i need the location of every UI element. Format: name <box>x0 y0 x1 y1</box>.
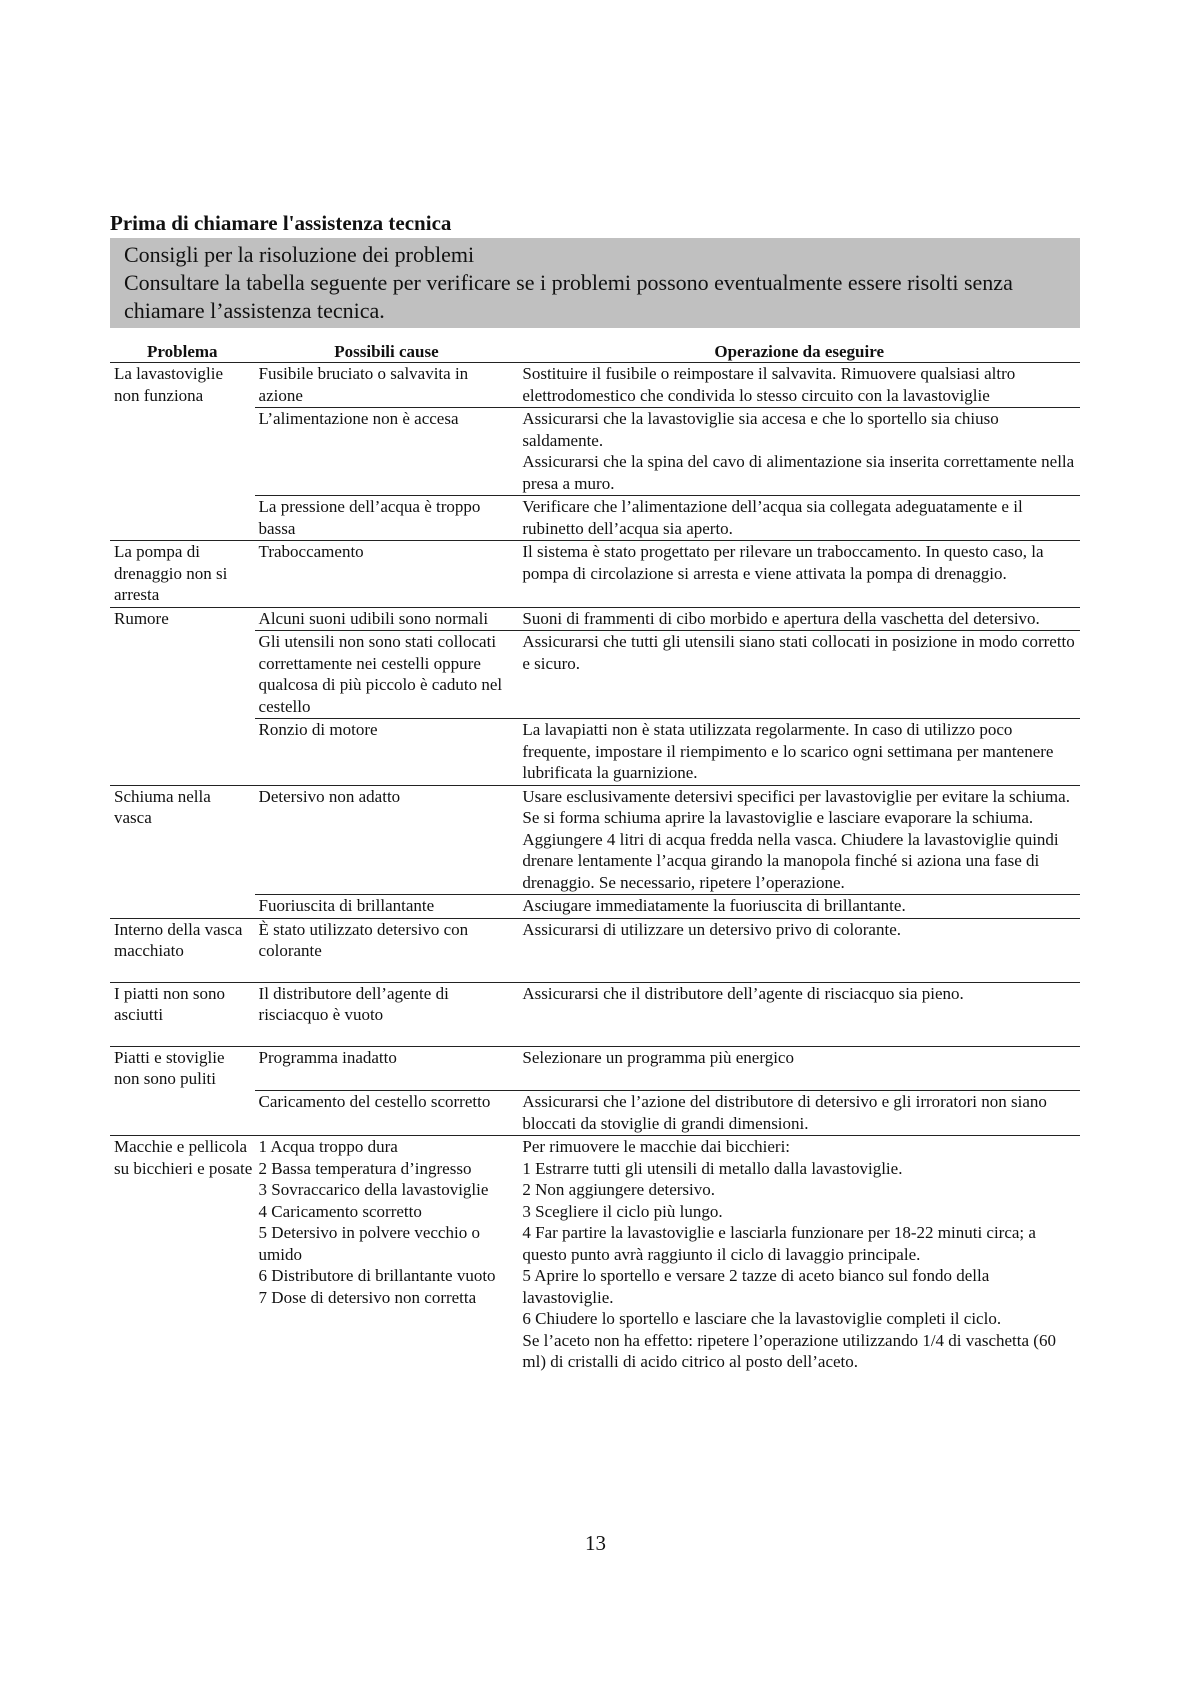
cell-problem: Rumore <box>110 607 255 631</box>
action-line: La lavapiatti non è stata utilizzata regolarmente. In caso di utilizzo poco frequente, impostare il riempimento e lo scarico ogni settimana per mantenere lubrificata la guarnizione. <box>522 720 1054 782</box>
cell-action <box>518 541 1080 608</box>
action-line: Assicurarsi che l’azione del distributore di detersivo e gli irroratori non siano bloccati da stoviglie di grandi dimensioni. <box>522 1092 1047 1133</box>
cell-problem <box>110 719 255 786</box>
cell-cause: L’alimentazione non è accesa <box>255 408 519 496</box>
cell-cause: Ronzio di motore <box>255 719 519 786</box>
cell-action <box>518 785 1080 895</box>
cell-cause: Detersivo non adatto <box>255 785 519 895</box>
cell-action <box>518 496 1080 541</box>
cell-cause: Il distributore dell’agente di risciacquo è vuoto <box>255 982 519 1027</box>
tips-banner <box>110 238 1080 328</box>
table-row <box>110 607 1080 631</box>
table-header-row <box>110 342 1080 363</box>
action-line: Assicurarsi che tutti gli utensili siano stati collocati in posizione in modo corretto e sicuro. <box>522 632 1075 673</box>
table-row <box>110 719 1080 786</box>
spacer-row <box>110 963 1080 983</box>
cell-problem: Piatti e stoviglie non sono puliti <box>110 1046 255 1091</box>
cause-line: 2 Bassa temperatura d’ingresso <box>258 1158 472 1178</box>
cell-problem <box>110 1091 255 1136</box>
cell-cause: Traboccamento <box>255 541 519 608</box>
table-row <box>110 895 1080 919</box>
cell-cause: È stato utilizzato detersivo con colorante <box>255 918 519 963</box>
cause-line: 4 Caricamento scorretto <box>258 1201 422 1221</box>
action-line: Sostituire il fusibile o reimpostare il salvavita. Rimuovere qualsiasi altro elettrodomestico che condivida lo stesso circuito con la lavastoviglie <box>522 364 1016 405</box>
action-line: Per rimuovere le macchie dai bicchieri: <box>522 1137 791 1156</box>
action-line: Assicurarsi di utilizzare un detersivo privo di colorante. <box>522 919 901 939</box>
spacer-cell <box>110 1027 255 1047</box>
cell-problem: Interno della vasca macchiato <box>110 918 255 963</box>
cell-action <box>518 363 1080 408</box>
action-line: Asciugare immediatamente la fuoriuscita di brillantante. <box>522 896 906 915</box>
action-line: Aggiungere 4 litri di acqua fredda nella vasca. Chiudere la lavastoviglie quindi drenare lentamente l’acqua girando la manopola finché si aziona una fase di drenaggio. Se necessario, ripetere l’operazione. <box>522 829 1059 892</box>
cell-action <box>518 1091 1080 1136</box>
action-line: 6 Chiudere lo sportello e lasciare che la lavastoviglie completi il ciclo. <box>522 1309 1002 1328</box>
table-row <box>110 408 1080 496</box>
table-row <box>110 1091 1080 1136</box>
table-row <box>110 363 1080 408</box>
cell-problem: Schiuma nella vasca <box>110 785 255 895</box>
action-line: Assicurarsi che la lavastoviglie sia accesa e che lo sportello sia chiuso saldamente. <box>522 409 999 450</box>
spacer-row <box>110 1027 1080 1047</box>
cell-action <box>518 607 1080 631</box>
cell-action <box>518 631 1080 719</box>
spacer-cell <box>110 963 255 983</box>
cause-line: 5 Detersivo in polvere vecchio o umido <box>258 1223 480 1264</box>
cause-line: 7 Dose di detersivo non corretta <box>258 1287 477 1307</box>
action-line: Selezionare un programma più energico <box>522 1047 794 1067</box>
action-line: Se si forma schiuma aprire la lavastoviglie e lasciare evaporare la schiuma. <box>522 808 1034 827</box>
cell-problem <box>110 496 255 541</box>
action-line: Se l’aceto non ha effetto: ripetere l’operazione utilizzando 1/4 di vaschetta (60 ml) di cristalli di acido citrico al posto dell’aceto. <box>522 1330 1056 1371</box>
cell-action <box>518 895 1080 919</box>
table-row <box>110 496 1080 541</box>
spacer-cell <box>255 963 519 983</box>
action-line: Il sistema è stato progettato per rilevare un traboccamento. In questo caso, la pompa di circolazione si arresta e viene attivata la pompa di drenaggio. <box>522 542 1044 583</box>
cell-cause: Fuoriuscita di brillantante <box>255 895 519 919</box>
cell-action <box>518 982 1080 1027</box>
cell-action <box>518 719 1080 786</box>
cell-cause: Caricamento del cestello scorretto <box>255 1091 519 1136</box>
cell-cause: Programma inadatto <box>255 1046 519 1091</box>
section-heading: Prima di chiamare l'assistenza tecnica <box>110 211 452 235</box>
document-page <box>110 210 1080 1374</box>
action-line: 2 Non aggiungere detersivo. <box>522 1180 716 1199</box>
table-row <box>110 631 1080 719</box>
table-body <box>110 363 1080 1374</box>
action-line: Assicurarsi che la spina del cavo di alimentazione sia inserita correttamente nella presa a muro. <box>522 452 1075 493</box>
spacer-cell <box>255 1027 519 1047</box>
cell-cause <box>255 1136 519 1374</box>
cause-line: 3 Sovraccarico della lavastoviglie <box>258 1180 489 1199</box>
table-row <box>110 918 1080 963</box>
action-line: 3 Scegliere il ciclo più lungo. <box>522 1201 723 1221</box>
cell-problem: I piatti non sono asciutti <box>110 982 255 1027</box>
banner-text: Consultare la tabella seguente per verificare se i problemi possono eventualmente essere risolti senza chiamare l’assistenza tecnica. <box>124 270 1013 323</box>
cause-line: 6 Distributore di brillantante vuoto <box>258 1266 496 1285</box>
table-row <box>110 785 1080 895</box>
action-line: Suoni di frammenti di cibo morbido e apertura della vaschetta del detersivo. <box>522 608 1040 628</box>
cell-cause: Fusibile bruciato o salvavita in azione <box>258 364 469 405</box>
table-row <box>110 982 1080 1027</box>
cell-cause: Alcuni suoni udibili sono normali <box>255 607 519 631</box>
cell-action <box>518 1136 1080 1374</box>
spacer-cell <box>518 1027 1080 1047</box>
page-number: 13 <box>585 1531 606 1555</box>
cell-cause: Gli utensili non sono stati collocati correttamente nei cestelli oppure qualcosa di più piccolo è caduto nel cestello <box>255 631 519 719</box>
cell-problem <box>110 895 255 919</box>
action-line: 5 Aprire lo sportello e versare 2 tazze di aceto bianco sul fondo della lavastoviglie. <box>522 1266 990 1307</box>
table-row <box>110 541 1080 608</box>
header-action: Operazione da eseguire <box>518 342 1080 363</box>
cell-problem <box>110 408 255 496</box>
action-line: Verificare che l’alimentazione dell’acqua sia collegata adeguatamente e il rubinetto dell’acqua sia aperto. <box>522 497 1023 538</box>
cell-action <box>518 408 1080 496</box>
cell-cause: La pressione dell’acqua è troppo bassa <box>255 496 519 541</box>
cell-problem: La lavastoviglie non funziona <box>114 364 224 405</box>
action-line: Usare esclusivamente detersivi specifici per lavastoviglie per evitare la schiuma. <box>522 786 1070 806</box>
spacer-cell <box>518 963 1080 983</box>
banner-title: Consigli per la risoluzione dei problemi <box>124 242 475 267</box>
header-cause: Possibili cause <box>255 342 519 363</box>
cell-problem: Macchie e pellicola su bicchieri e posate <box>110 1136 255 1374</box>
header-problem: Problema <box>110 342 255 363</box>
cause-line: 1 Acqua troppo dura <box>258 1137 398 1156</box>
action-line: 4 Far partire la lavastoviglie e lasciarla funzionare per 18-22 minuti circa; a questo punto avrà raggiunto il ciclo di lavaggio principale. <box>522 1223 1036 1264</box>
cell-action <box>518 918 1080 963</box>
troubleshooting-table <box>110 342 1080 1374</box>
table-row <box>110 1136 1080 1374</box>
cell-action <box>518 1046 1080 1091</box>
action-line: Assicurarsi che il distributore dell’agente di risciacquo sia pieno. <box>522 983 964 1003</box>
cell-problem: La pompa di drenaggio non si arresta <box>110 541 255 608</box>
cell-problem <box>110 631 255 719</box>
action-line: 1 Estrarre tutti gli utensili di metallo dalla lavastoviglie. <box>522 1158 903 1178</box>
table-row <box>110 1046 1080 1091</box>
